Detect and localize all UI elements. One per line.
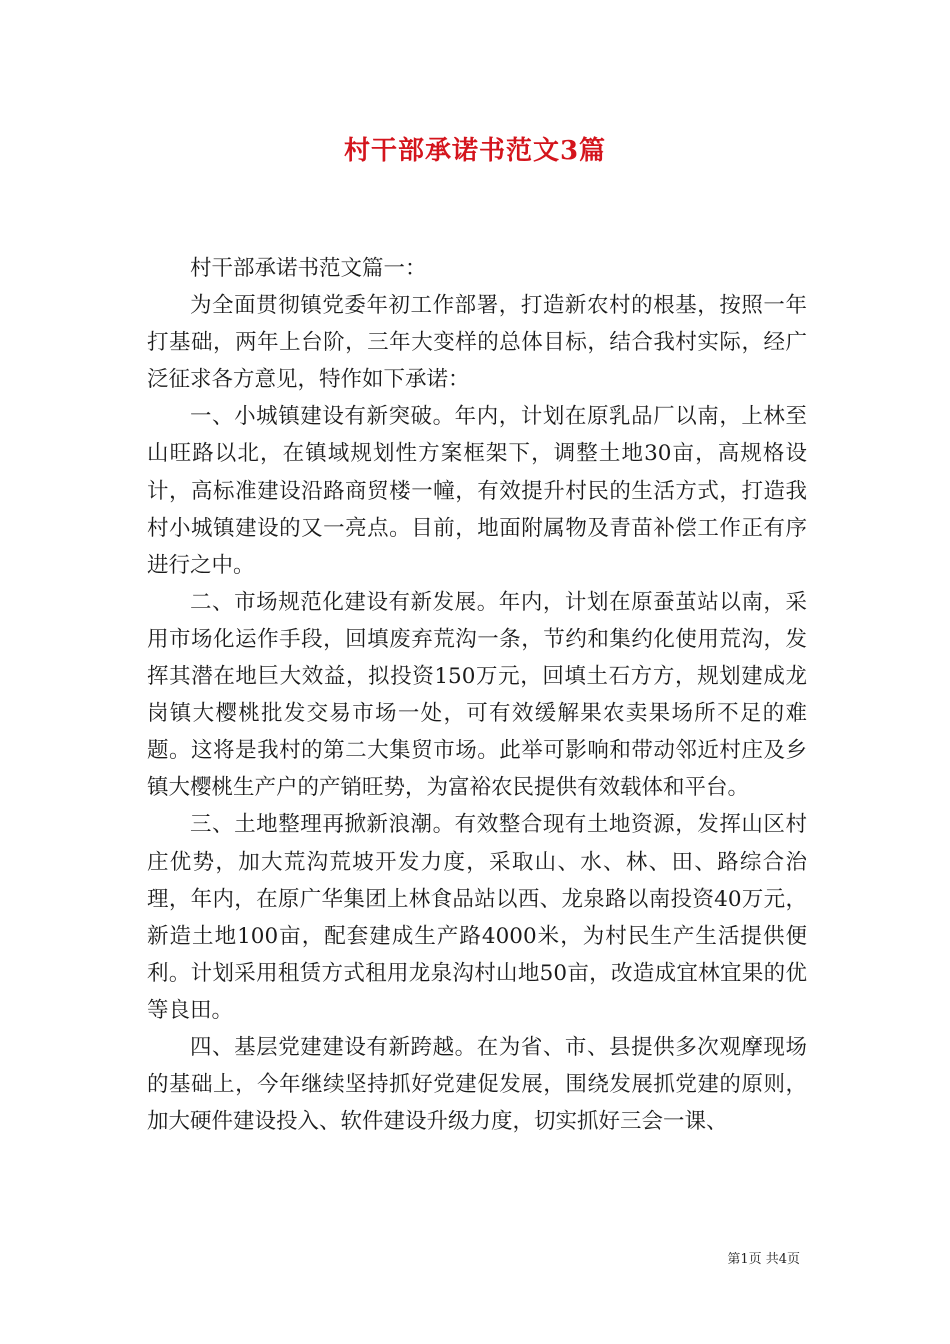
paragraph-item-1: 一、小城镇建设有新突破。年内，计划在原乳品厂以南，上林至山旺路以北，在镇域规划性方案框架下，调整土地30亩，高规格设计，高标准建设沿路商贸楼一幢，有效提升村民的生活方式，打造我村小城镇建设的又一亮点。目前，地面附属物及青苗补偿工作正有序进行之中。 [147, 404, 807, 578]
paragraph-heading: 村干部承诺书范文篇一： [190, 256, 427, 281]
paragraph-item-4: 四、基层党建建设有新跨越。在为省、市、县提供多次观摩现场的基础上，今年继续坚持抓好党建促发展，围绕发展抓党建的原则，加大硬件建设投入、软件建设升级力度，切实抓好三会一课、 [147, 1034, 807, 1135]
document-title: 村干部承诺书范文3篇 [343, 136, 607, 166]
paragraph-item-2: 二、市场规范化建设有新发展。年内，计划在原蚕茧站以南，采用市场化运作手段，回填废弃荒沟一条，节约和集约化使用荒沟，发挥其潜在地巨大效益，拟投资150万元，回填土石方方，规划建成龙岗镇大樱桃批发交易市场一处，可有效缓解果农卖果场所不足的难题。这将是我村的第二大集贸市场。此举可影响和带动邻近村庄及乡镇大樱桃生产户的产销旺势，为富裕农民提供有效载体和平台。 [147, 589, 807, 801]
page-number: 第1页 共4页 [727, 1252, 800, 1267]
paragraph-intro: 为全面贯彻镇党委年初工作部署，打造新农村的根基，按照一年打基础，两年上台阶，三年大变样的总体目标，结合我村实际，经广泛征求各方意见，特作如下承诺： [147, 293, 807, 393]
paragraph-item-3: 三、土地整理再掀新浪潮。有效整合现有土地资源，发挥山区村庄优势，加大荒沟荒坡开发力度，采取山、水、林、田、路综合治理，年内，在原广华集团上林食品站以西、龙泉路以南投资40万元，新造土地100亩，配套建成生产路4000米，为村民生产生活提供便利。计划采用租赁方式租用龙泉沟村山地50亩，改造成宜林宜果的优等良田。 [147, 812, 807, 1023]
document-body [147, 250, 807, 1140]
